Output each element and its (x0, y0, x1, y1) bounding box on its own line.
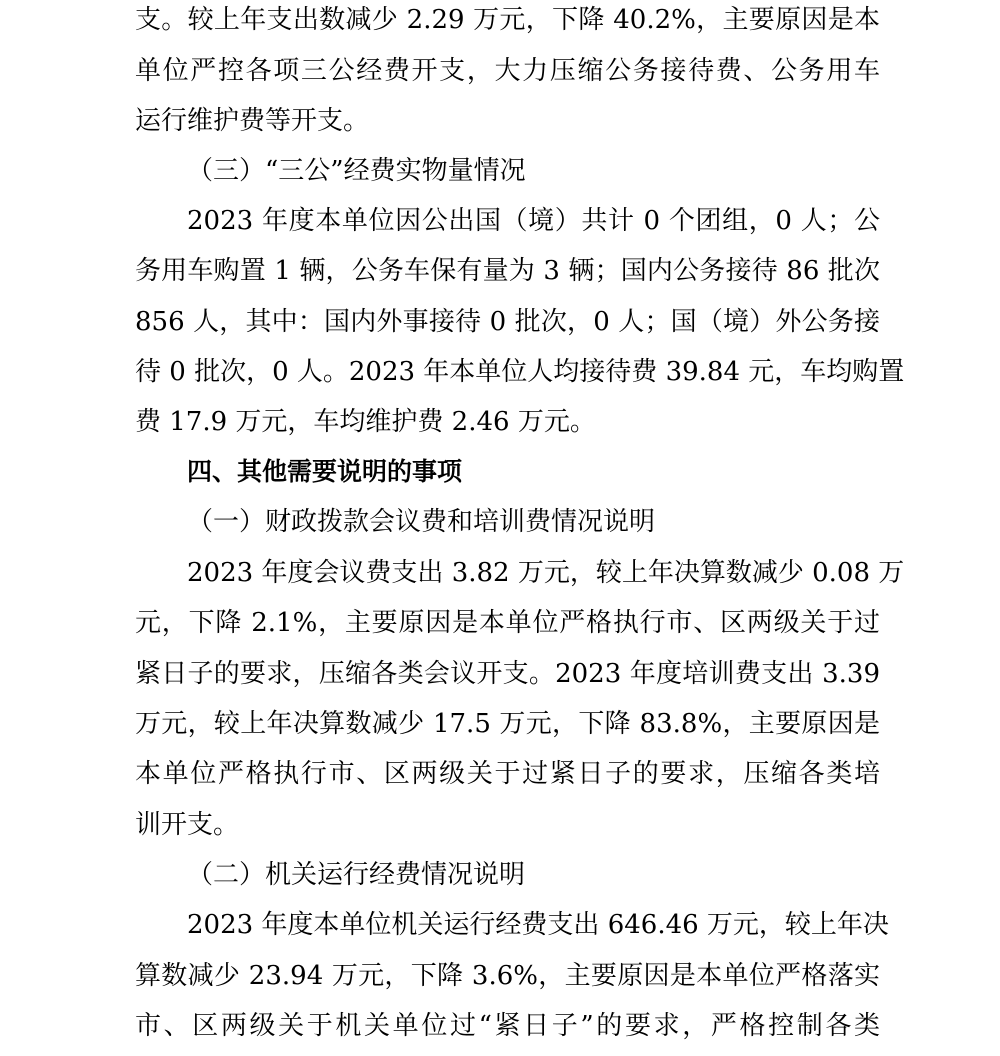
subsection-heading: （三）“三公”经费实物量情况 (187, 156, 526, 186)
paragraph-line: 训开支。 (135, 810, 240, 840)
paragraph-line: 费 17.9 万元，车均维护费 2.46 万元。 (135, 407, 596, 437)
paragraph-line: 856 人，其中：国内外事接待 0 批次，0 人；国（境）外公务接 (135, 307, 880, 337)
paragraph-line: 2023 年度本单位因公出国（境）共计 0 个团组，0 人；公 (187, 206, 880, 236)
subsection-heading: （二）机关运行经费情况说明 (187, 860, 526, 890)
paragraph-line: 2023 年度会议费支出 3.82 万元，较上年决算数减少 0.08 万 (187, 558, 905, 588)
paragraph-line: 运行维护费等开支。 (135, 106, 370, 136)
paragraph-line: 支。较上年支出数减少 2.29 万元，下降 40.2%，主要原因是本 (135, 5, 880, 35)
paragraph-line: 本单位严格执行市、区两级关于过紧日子的要求，压缩各类培 (135, 759, 880, 789)
paragraph-line: 元，下降 2.1%，主要原因是本单位严格执行市、区两级关于过 (135, 608, 880, 638)
paragraph-line: 待 0 批次，0 人。2023 年本单位人均接待费 39.84 元，车均购置 (135, 357, 905, 387)
paragraph-line: 单位严控各项三公经费开支，大力压缩公务接待费、公务用车 (135, 56, 880, 86)
paragraph-line: 2023 年度本单位机关运行经费支出 646.46 万元，较上年决 (187, 910, 889, 940)
subsection-heading: （一）财政拨款会议费和培训费情况说明 (187, 507, 656, 537)
paragraph-line: 市、区两级关于机关单位过“紧日子”的要求，严格控制各类 (135, 1011, 880, 1041)
paragraph-line: 务用车购置 1 辆，公务车保有量为 3 辆；国内公务接待 86 批次 (135, 256, 880, 286)
section-heading: 四、其他需要说明的事项 (187, 457, 463, 486)
paragraph-line: 万元，较上年决算数减少 17.5 万元，下降 83.8%，主要原因是 (135, 709, 880, 739)
paragraph-line: 紧日子的要求，压缩各类会议开支。2023 年度培训费支出 3.39 (135, 659, 880, 689)
paragraph-line: 算数减少 23.94 万元，下降 3.6%，主要原因是本单位严格落实 (135, 961, 880, 991)
